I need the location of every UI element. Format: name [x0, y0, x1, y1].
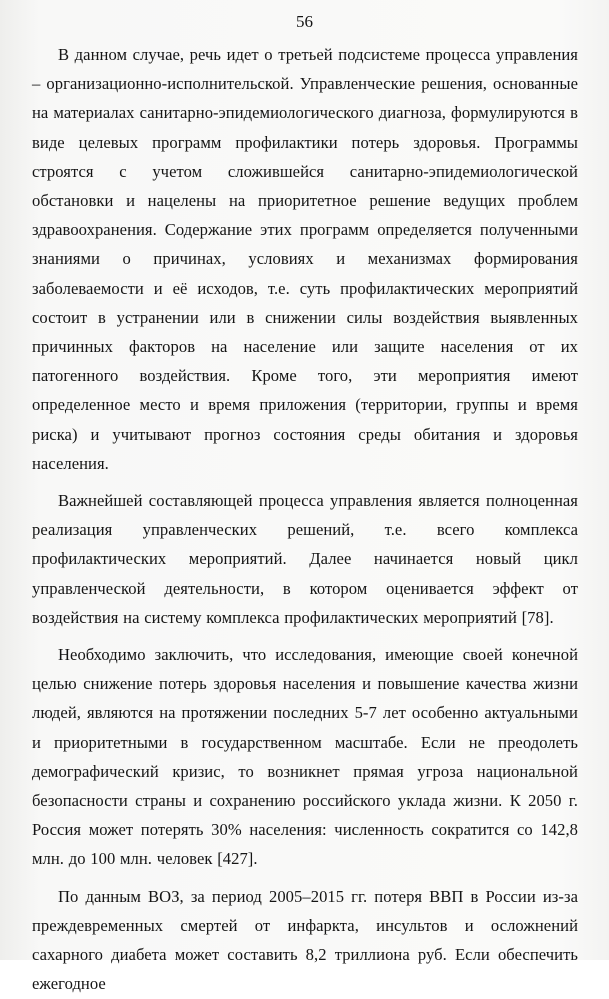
paragraph-4: По данным ВОЗ, за период 2005–2015 гг. потеря ВВП в России из-за преждевременных смертей от инфаркта, инсультов и осложнений сахарного диабета может составить 8,2 триллиона руб. Если обеспечить ежегодное — [32, 886, 578, 994]
paragraph-2: Важнейшей составляющей процесса управления является полноценная реализация управленческих решений, т.е. всего комплекса профилактических мероприятий. Далее начинается новый цикл управленческой деятельности, в котором оценивается эффект от воздействия на систему комплекса профилактических мероприятий [78]. — [32, 491, 578, 627]
paragraph-3: Необходимо заключить, что исследования, имеющие своей конечной целью снижение потерь здоровья населения и повышение качества жизни людей, являются на протяжении последних 5-7 лет особенно актуальными и приоритетными в государственном масштабе. Если не преодолеть демографический кризис, то возникнет прямая угроза национальной безопасности страны и сохранению российского уклада жизни. К 2050 г. Россия может потерять 30% населения: численность сократится со 142,8 млн. до 100 млн. человек [427]. — [32, 645, 578, 869]
body-text — [32, 40, 578, 999]
page-number: 56 — [296, 12, 313, 31]
paragraph-1: В данном случае, речь идет о третьей подсистеме процесса управления – организационно-исполнительской. Управленческие решения, основанные на материалах санитарно-эпидемиологического диагноза, формулируются в виде целевых программ профилактики потерь здоровья. Программы строятся с учетом сложившейся санитарно-эпидемиологической обстановки и нацелены на приоритетное решение ведущих проблем здравоохранения. Содержание этих программ определяется полученными знаниями о причинах, условиях и механизмах формирования заболеваемости и её исходов, т.е. суть профилактических мероприятий состоит в устранении или в снижении силы воздействия выявленных причинных факторов на население или защите населения от их патогенного воздействия. Кроме того, эти мероприятия имеют определенное место и время приложения (территории, группы и время риска) и учитывают прогноз состояния среды обитания и здоровья населения. — [32, 45, 578, 473]
